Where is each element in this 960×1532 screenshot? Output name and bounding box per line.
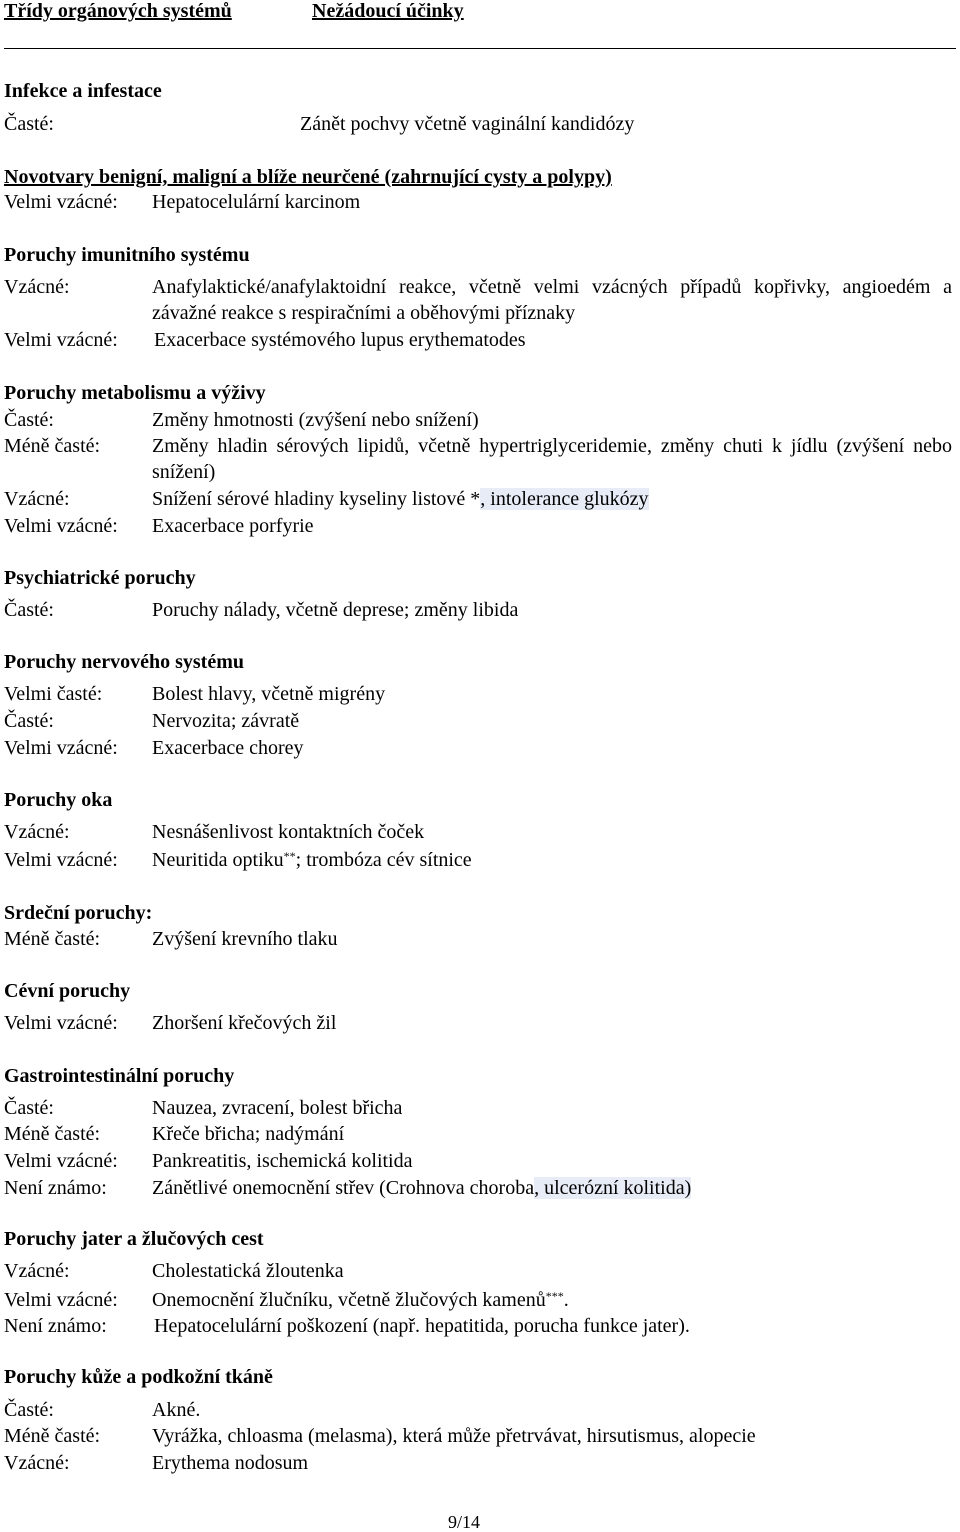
effect-text: Vyrážka, chloasma (melasma), která může přetrvávat, hirsutismus, alopecie <box>152 1425 756 1447</box>
effect-text <box>152 847 472 873</box>
frequency-label: Není známo: <box>4 1315 107 1337</box>
effect-text: Zánět pochvy včetně vaginální kandidózy <box>300 113 635 135</box>
frequency-label: Vzácné: <box>4 1260 70 1282</box>
frequency-label: Méně časté: <box>4 1123 101 1145</box>
section-title: Poruchy kůže a podkožní tkáně <box>4 1366 273 1388</box>
effect-text-part: Neuritida optiku <box>152 849 284 871</box>
effect-text: Erythema nodosum <box>152 1452 309 1474</box>
effect-text <box>152 1175 691 1201</box>
effect-text: Bolest hlavy, včetně migrény <box>152 683 386 705</box>
section-title: Infekce a infestace <box>4 80 162 102</box>
section-title: Srdeční poruchy: <box>4 902 153 924</box>
footnote-marker: *** <box>545 1289 564 1303</box>
effect-text: Nesnášenlivost kontaktních čoček <box>152 821 425 843</box>
frequency-label: Velmi vzácné: <box>4 1150 118 1172</box>
effect-text: Hepatocelulární poškození (např. hepatitida, porucha funkce jater). <box>154 1315 690 1337</box>
effect-text-part: Snížení sérové hladiny kyseliny listové * <box>152 488 481 510</box>
section-title: Gastrointestinální poruchy <box>4 1065 235 1087</box>
effect-text-part: Zánětlivé onemocnění střev (Crohnova choroba <box>152 1177 535 1199</box>
frequency-label: Velmi vzácné: <box>4 515 118 537</box>
frequency-label: Velmi časté: <box>4 683 103 705</box>
frequency-label: Vzácné: <box>4 1452 70 1474</box>
frequency-label: Velmi vzácné: <box>4 737 118 759</box>
header-divider <box>4 48 956 49</box>
highlighted-text: , ulcerózní kolitida) <box>534 1177 692 1199</box>
column-header-adverse-effects: Nežádoucí účinky <box>312 0 464 22</box>
frequency-label: Velmi vzácné: <box>4 1012 118 1034</box>
frequency-label: Vzácné: <box>4 821 70 843</box>
effect-text: Nauzea, zvracení, bolest břicha <box>152 1097 403 1119</box>
effect-text: Anafylaktické/anafylaktoidní reakce, včetně velmi vzácných případů kopřivky, angioedém a závažné reakce s respiračními a oběhovými příznaky <box>152 276 952 324</box>
section-title: Cévní poruchy <box>4 980 131 1002</box>
effect-text-part: ; trombóza cév sítnice <box>295 849 472 871</box>
effect-text: Hepatocelulární karcinom <box>152 191 361 213</box>
effect-text <box>152 486 649 512</box>
frequency-label: Časté: <box>4 1097 54 1119</box>
section-title: Poruchy imunitního systému <box>4 244 250 266</box>
effect-text: Pankreatitis, ischemická kolitida <box>152 1150 413 1172</box>
effect-text: Poruchy nálady, včetně deprese; změny libida <box>152 599 519 621</box>
section-title: Poruchy oka <box>4 789 113 811</box>
effect-text: Exacerbace porfyrie <box>152 515 314 537</box>
footnote-marker: ** <box>283 849 296 863</box>
frequency-label: Časté: <box>4 599 54 621</box>
section-title: Poruchy metabolismu a výživy <box>4 382 266 404</box>
effect-text: Změny hladin sérových lipidů, včetně hypertriglyceridemie, změny chuti k jídlu (zvýšení nebo snížení) <box>152 435 952 483</box>
frequency-label: Časté: <box>4 1399 54 1421</box>
frequency-label: Méně časté: <box>4 1425 101 1447</box>
effect-text-part: . <box>563 1289 569 1311</box>
effect-text: Nervozita; závratě <box>152 710 300 732</box>
column-header-system-classes: Třídy orgánových systémů <box>4 0 232 22</box>
page-number: 9/14 <box>448 1512 481 1532</box>
frequency-label: Není známo: <box>4 1177 107 1199</box>
highlighted-text: , intolerance glukózy <box>480 488 649 510</box>
effect-text: Křeče břicha; nadýmání <box>152 1123 345 1145</box>
section-title: Psychiatrické poruchy <box>4 567 196 589</box>
frequency-label: Velmi vzácné: <box>4 849 118 871</box>
frequency-label: Méně časté: <box>4 928 101 950</box>
effect-text: Akné. <box>152 1399 201 1421</box>
frequency-label: Vzácné: <box>4 488 70 510</box>
effect-text: Exacerbace systémového lupus erythematodes <box>154 329 526 351</box>
frequency-label: Vzácné: <box>4 276 70 298</box>
effect-text: Změny hmotnosti (zvýšení nebo snížení) <box>152 409 479 431</box>
effect-text <box>152 1287 569 1313</box>
frequency-label: Velmi vzácné: <box>4 1289 118 1311</box>
frequency-label: Méně časté: <box>4 435 101 457</box>
effect-text-part: Onemocnění žlučníku, včetně žlučových kamenů <box>152 1289 546 1311</box>
frequency-label: Velmi vzácné: <box>4 191 118 213</box>
effect-text: Cholestatická žloutenka <box>152 1260 344 1282</box>
frequency-label: Časté: <box>4 710 54 732</box>
effect-text: Exacerbace chorey <box>152 737 304 759</box>
section-title: Poruchy jater a žlučových cest <box>4 1228 264 1250</box>
effect-text: Zhoršení křečových žil <box>152 1012 337 1034</box>
section-title: Poruchy nervového systému <box>4 651 244 673</box>
frequency-label: Časté: <box>4 409 54 431</box>
section-title: Novotvary benigní, maligní a blíže neurčené (zahrnující cysty a polypy) <box>4 166 612 188</box>
effect-text: Zvýšení krevního tlaku <box>152 928 338 950</box>
frequency-label: Velmi vzácné: <box>4 329 118 351</box>
frequency-label: Časté: <box>4 113 54 135</box>
